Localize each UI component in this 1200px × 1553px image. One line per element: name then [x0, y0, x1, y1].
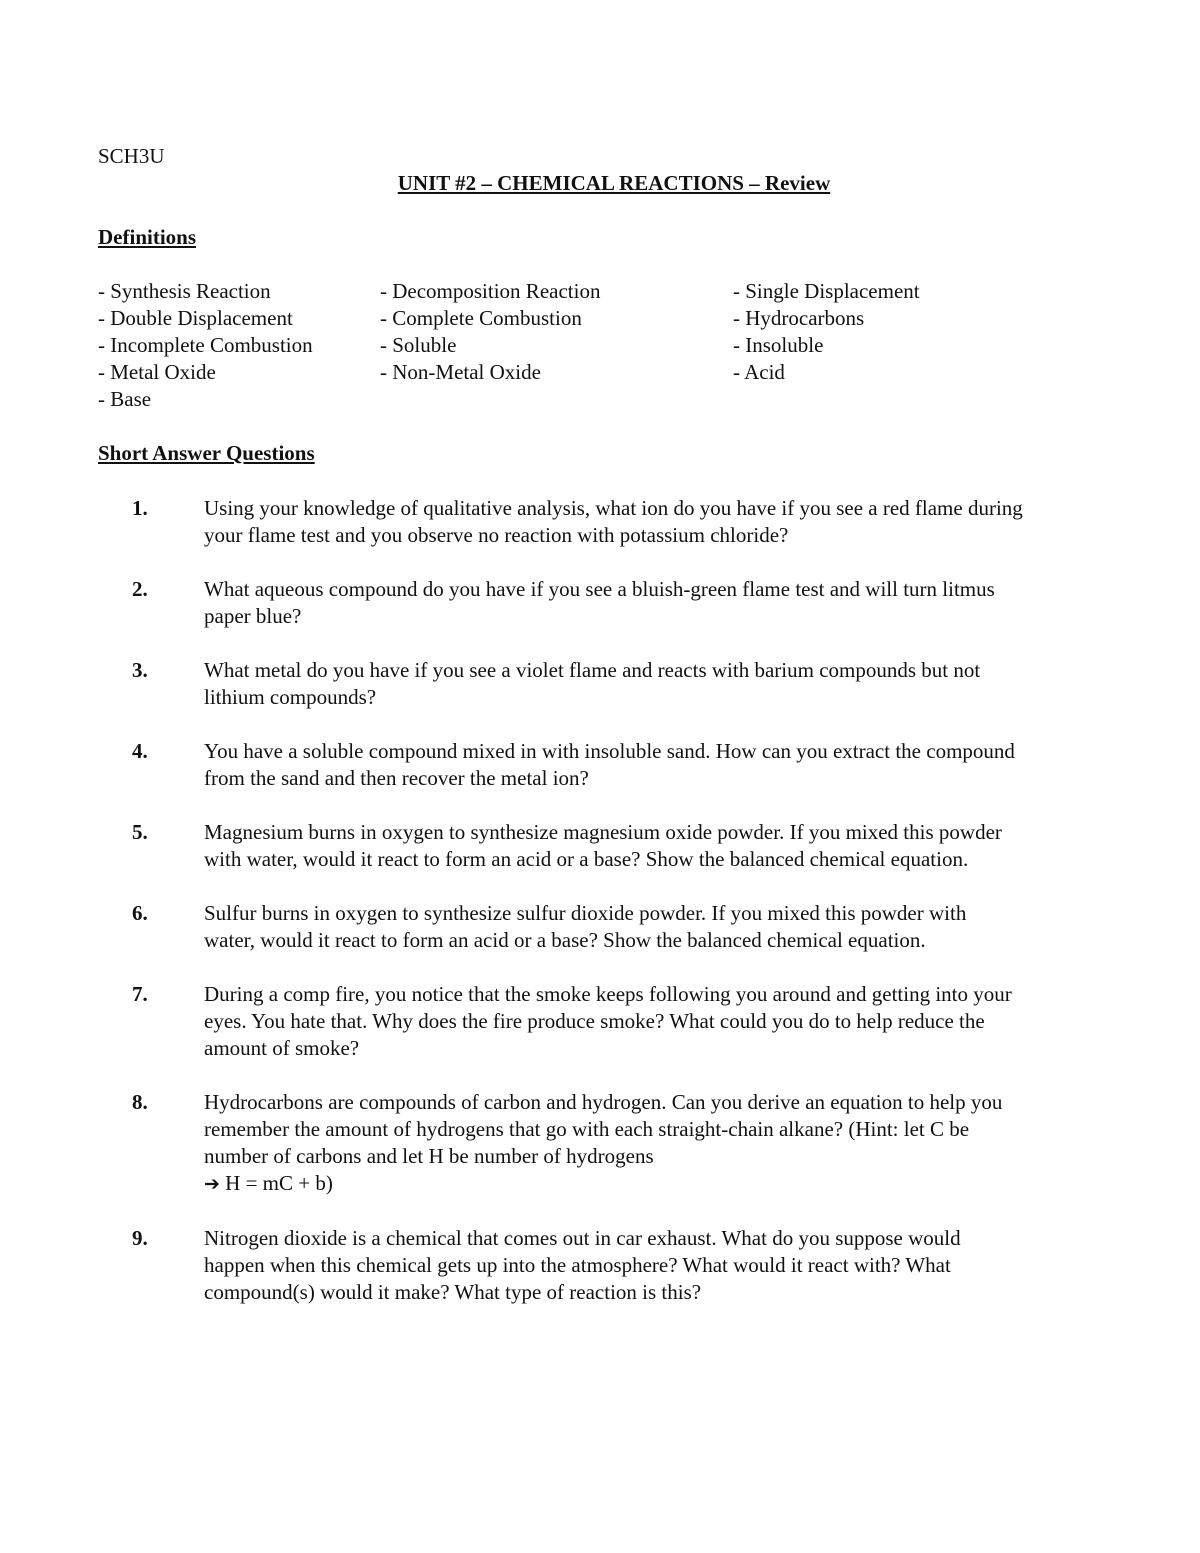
question-line: compound(s) would it make? What type of reaction is this?	[204, 1280, 702, 1304]
definition-term: - Non-Metal Oxide	[380, 360, 541, 384]
definition-term: - Acid	[733, 360, 785, 384]
right-arrow-icon: ➔	[204, 1173, 220, 1195]
definition-term: - Single Displacement	[733, 279, 920, 303]
question-line: eyes. You hate that. Why does the fire produce smoke? What could you do to help reduce the	[204, 1009, 985, 1033]
question-number: 4.	[132, 739, 148, 763]
definition-row	[98, 359, 998, 386]
question-line: During a comp fire, you notice that the smoke keeps following you around and getting into your	[204, 982, 1012, 1006]
definition-row	[98, 386, 998, 413]
question-number: 1.	[132, 496, 148, 520]
question-item	[0, 1089, 1200, 1198]
definition-row	[98, 305, 998, 332]
question-line: Sulfur burns in oxygen to synthesize sulfur dioxide powder. If you mixed this powder with	[204, 901, 967, 925]
question-line: with water, would it react to form an acid or a base? Show the balanced chemical equation.	[204, 847, 969, 871]
definition-row	[98, 278, 998, 305]
question-item	[0, 1225, 1200, 1306]
question-number: 3.	[132, 658, 148, 682]
question-text	[204, 981, 1134, 1062]
question-line: Magnesium burns in oxygen to synthesize magnesium oxide powder. If you mixed this powder	[204, 820, 1002, 844]
question-line: lithium compounds?	[204, 685, 377, 709]
question-text	[204, 495, 1134, 549]
question-number: 7.	[132, 982, 148, 1006]
question-text	[204, 819, 1134, 873]
question-line: Hydrocarbons are compounds of carbon and hydrogen. Can you derive an equation to help you	[204, 1090, 1003, 1114]
question-text	[204, 900, 1134, 954]
definition-term: - Incomplete Combustion	[98, 333, 313, 357]
question-line: Nitrogen dioxide is a chemical that comes out in car exhaust. What do you suppose would	[204, 1226, 961, 1250]
definition-term: - Metal Oxide	[98, 360, 216, 384]
question-line: remember the amount of hydrogens that go with each straight-chain alkane? (Hint: let C be	[204, 1117, 970, 1141]
question-line: happen when this chemical gets up into the atmosphere? What would it react with? What	[204, 1253, 951, 1277]
question-item	[0, 495, 1200, 549]
definition-term: - Hydrocarbons	[733, 306, 865, 330]
question-item	[0, 900, 1200, 954]
question-item	[0, 981, 1200, 1062]
question-line: What aqueous compound do you have if you see a bluish-green flame test and will turn litmus	[204, 577, 995, 601]
question-line: water, would it react to form an acid or a base? Show the balanced chemical equation.	[204, 928, 926, 952]
definition-row	[98, 332, 998, 359]
question-text	[204, 738, 1134, 792]
question-text	[204, 576, 1134, 630]
question-text	[204, 1225, 1134, 1306]
definition-term: - Base	[98, 387, 152, 411]
formula-text: H = mC + b)	[219, 1171, 333, 1195]
question-number: 2.	[132, 577, 148, 601]
question-line: amount of smoke?	[204, 1036, 360, 1060]
question-number: 5.	[132, 820, 148, 844]
question-item	[0, 576, 1200, 630]
question-item	[0, 738, 1200, 792]
question-line: You have a soluble compound mixed in with insoluble sand. How can you extract the compound	[204, 739, 1015, 763]
formula-line	[204, 1170, 1134, 1198]
question-line: Using your knowledge of qualitative analysis, what ion do you have if you see a red flame during	[204, 496, 1023, 520]
definition-term: - Synthesis Reaction	[98, 279, 271, 303]
definition-term: - Double Displacement	[98, 306, 293, 330]
question-number: 8.	[132, 1090, 148, 1114]
definition-term: - Insoluble	[733, 333, 824, 357]
course-code: SCH3U	[98, 144, 165, 168]
question-item	[0, 657, 1200, 711]
definition-term: - Decomposition Reaction	[380, 279, 601, 303]
question-item	[0, 819, 1200, 873]
question-text	[204, 657, 1134, 711]
question-text	[204, 1089, 1134, 1198]
question-list	[0, 495, 1200, 1333]
definition-term: - Complete Combustion	[380, 306, 582, 330]
definitions-list	[98, 278, 998, 413]
question-line: paper blue?	[204, 604, 302, 628]
question-line: your flame test and you observe no reaction with potassium chloride?	[204, 523, 789, 547]
question-line: number of carbons and let H be number of hydrogens	[204, 1144, 654, 1168]
page-title: UNIT #2 – CHEMICAL REACTIONS – Review	[397, 171, 831, 195]
question-number: 6.	[132, 901, 148, 925]
short-answer-heading: Short Answer Questions	[98, 441, 315, 465]
definitions-heading: Definitions	[98, 225, 197, 249]
question-line: What metal do you have if you see a violet flame and reacts with barium compounds but not	[204, 658, 981, 682]
definition-term: - Soluble	[380, 333, 457, 357]
question-line: from the sand and then recover the metal ion?	[204, 766, 589, 790]
question-number: 9.	[132, 1226, 148, 1250]
